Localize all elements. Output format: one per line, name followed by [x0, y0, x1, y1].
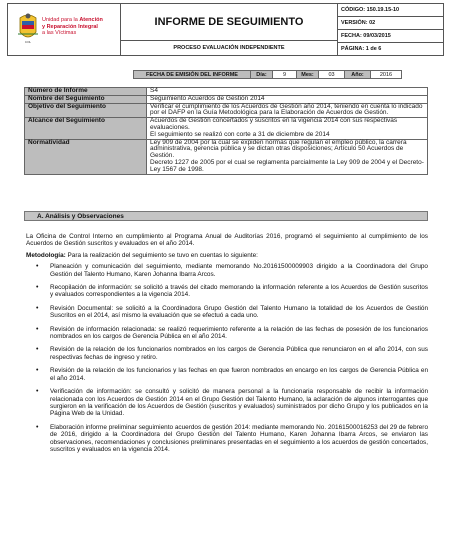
month-value: 03: [319, 71, 345, 78]
list-item: • Revisión de información relacionada: se realizó requerimiento referente a la relación de las fechas de posesión de los funcionarios nombrados en los cargos de Gerencia Pública en el año 2014.: [26, 326, 428, 341]
document-body: [26, 233, 428, 459]
list-item: • Planeación y comunicación del seguimiento, mediante memorando No.20161500009903 dirigido a la Coordinadora del Grupo Gestión del Talento Humano, Karen Johanna Ibarra Arcos.: [26, 263, 428, 278]
objective-value: Verificar el cumplimiento de los Acuerdos de Gestión año 2014, teniendo en cuenta lo indicado por el DAFP en la Guía Metodológica para la Elaboración de Acuerdos de Gestión.: [147, 103, 428, 118]
table-row: [25, 139, 428, 174]
logo-text: Unidad para la Atención y Reparación Integral a las Víctimas: [42, 17, 103, 36]
month-label: Mes:: [297, 71, 319, 78]
report-number-label: Número de Informe: [25, 88, 147, 96]
scope-value: [147, 118, 428, 139]
tracking-name-value: Seguimiento Acuerdos de Gestión 2014: [147, 95, 428, 103]
regulation-label: Normatividad: [25, 139, 147, 174]
methodology-list: [26, 263, 428, 453]
section-heading: A. Análisis y Observaciones: [24, 211, 428, 221]
report-info-table: [24, 87, 428, 175]
date-field: FECHA: 09/03/2015: [338, 30, 443, 43]
page-field: PÁGINA: 1 de 6: [341, 46, 382, 52]
list-item: • Elaboración informe preliminar seguimiento acuerdos de gestión 2014: mediante memorando No. 20161500016253 del 29 de febrero de 2016, dirigido a la Coordinadora del Grupo Gestión del Talento Humano, Karen Johanna Ibarra Arcos, se enviaron las observaciones, recomendaciones y conclusiones preliminares presentadas en el seguimiento a los acuerdos de gestión concertados, suscritos y evaluados en la vigencia 2014.: [26, 424, 428, 454]
scope-label: Alcance del Seguimiento: [25, 118, 147, 139]
methodology-text: Para la realización del seguimiento se tuvo en cuentas lo siguiente:: [65, 251, 258, 259]
table-row: [25, 118, 428, 139]
list-item: • Revisión Documental: se solicitó a la Coordinadora Grupo Gestión del Talento Humano la totalidad de los Acuerdos de Gestión Suscritos en el 2014, así mismo la evaluación que se efectuó a cada uno.: [26, 305, 428, 320]
logo-area: [8, 4, 121, 55]
objective-label: Objetivo del Seguimiento: [25, 103, 147, 118]
document-header: [7, 3, 444, 56]
list-item: • Revisión de la relación de los funcionarios nombrados en los cargos de Gerencia Pública que renunciaron en el año 2014, con sus respectivas fechas de ingreso y retiro.: [26, 346, 428, 361]
table-row: [25, 95, 428, 103]
year-label: Año:: [345, 71, 371, 78]
methodology-paragraph: [26, 252, 428, 259]
regulation-decree: Decreto 1227 de 2005 por el cual se reglamenta parcialmente la Ley 909 de 2004 y el Decreto-Ley 1567 de 1998.: [150, 158, 424, 173]
list-item: • Recopilación de información: se solicitó a través del citado memorando la información referente a los Acuerdos de Gestión suscritos y evaluados correspondientes a la vigencia 2014.: [26, 284, 428, 299]
list-item: • Verificación de información: se consultó y solicitó de manera personal a la funcionaria responsable de recibir la información relacionada con los Acuerdos de Gestión 2014 en el Grupo Gestión del Talento Humano, la aclaración de algunos interrogantes que surgieron en la verificación de los Acuerdos de Gestión (suscritos y evaluados) suministrados por dicho Grupo y los publicados en la Página Web de la Unidad.: [26, 388, 428, 418]
regulation-value: [147, 139, 428, 174]
scope-cutoff: El seguimiento se realizó con corte a 31 de diciembre de 2014: [150, 130, 330, 138]
list-item: • Revisión de la relación de los funcionarios y las fechas en que fueron nombrados en encargo en los cargos de Gerencia Pública en el año 2014.: [26, 367, 428, 382]
header-title-block: [121, 4, 338, 55]
svg-text:COL: COL: [24, 40, 32, 44]
report-number-value: S4: [147, 88, 428, 96]
document-meta: [338, 4, 443, 55]
emission-date-label: FECHA DE EMISIÓN DEL INFORME: [134, 71, 251, 78]
document-title: INFORME DE SEGUIMIENTO: [121, 4, 337, 41]
process-name: PROCESO EVALUACIÓN INDEPENDIENTE: [173, 45, 285, 51]
day-label: Día:: [251, 71, 273, 78]
code-field: CÓDIGO: 150.19.15-10: [338, 4, 443, 17]
tracking-name-label: Nombre del Seguimiento: [25, 95, 147, 103]
coat-of-arms-icon: [16, 12, 40, 46]
regulation-law: Ley 909 de 2004 por la cual se expiden normas que regulan el empleo público, la carrera administrativa, gerencia pública y se dictan otras disposiciones; Artículo 50 Acuerdos de Gestión.: [150, 138, 407, 160]
emission-date-row: [133, 70, 402, 79]
year-value: 2016: [379, 71, 393, 78]
day-value: 9: [273, 71, 297, 78]
table-row: [25, 103, 428, 118]
intro-paragraph: La Oficina de Control Interno en cumplimiento al Programa Anual de Auditorías 2016, programó el seguimiento al cumplimiento de los Acuerdos de Gestión suscritos y evaluados en el año 2014.: [26, 233, 428, 248]
scope-text: Acuerdos de Gestión concertados y suscritos en la vigencia 2014 con sus respectivas evaluaciones.: [150, 117, 398, 131]
methodology-label: Metodología:: [26, 251, 66, 259]
version-field: VERSIÓN: 02: [338, 17, 443, 30]
